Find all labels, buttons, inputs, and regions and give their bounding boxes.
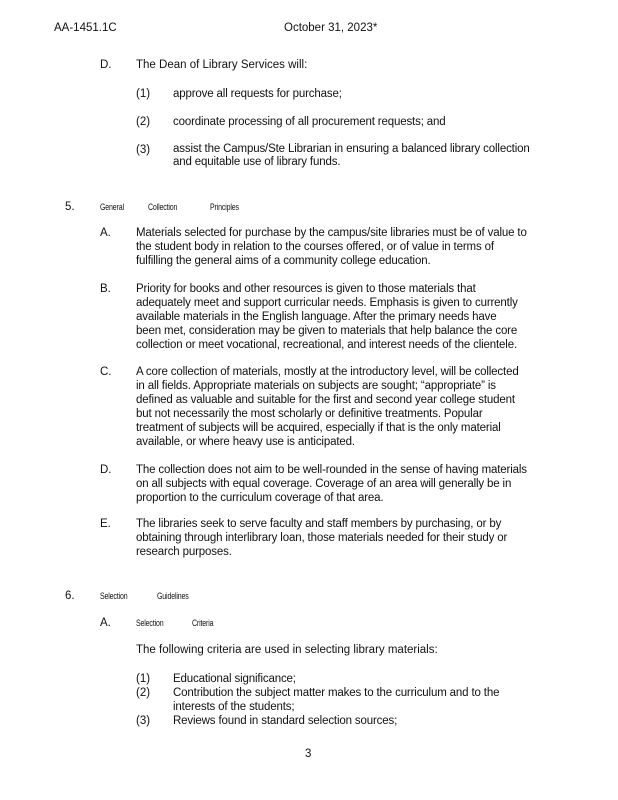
paragraph — [136, 517, 507, 559]
intro-text: The following criteria are used in selecting library materials: — [136, 644, 438, 656]
paragraph-line: been met, consideration may be given to materials that help balance the core — [136, 325, 518, 337]
paragraph — [136, 463, 527, 505]
item-label: C. — [100, 366, 112, 378]
section-number: 5. — [65, 201, 75, 213]
paragraph — [136, 282, 518, 352]
subsection-title-word: Selection — [136, 618, 164, 628]
item-label: B. — [100, 283, 111, 295]
subsection-title-word: Criteria — [192, 618, 214, 628]
list-number: (2) — [136, 687, 151, 699]
paragraph-line: The collection does not aim to be well-rounded in the sense of having materials — [136, 464, 527, 476]
document-id: AA-1451.1C — [54, 22, 117, 34]
list-number: (3) — [136, 144, 151, 156]
list-item — [173, 115, 446, 130]
page-number: 3 — [305, 748, 312, 760]
list-item — [173, 143, 530, 169]
list-number: (1) — [136, 673, 151, 685]
item-label: D. — [100, 464, 112, 476]
section-text: The Dean of Library Services will: — [136, 59, 308, 71]
list-item — [173, 672, 296, 686]
item-label: E. — [100, 518, 111, 530]
paragraph-line: The libraries seek to serve faculty and staff members by purchasing, or by — [136, 518, 502, 530]
list-item-line: Reviews found in standard selection sources; — [173, 715, 398, 727]
paragraph-line: on all subjects with equal coverage. Coverage of an area will generally be in — [136, 478, 512, 490]
paragraph-line: research purposes. — [136, 546, 232, 558]
paragraph-line: fulfilling the general aims of a community college education. — [136, 255, 431, 267]
paragraph-line: Materials selected for purchase by the campus/site libraries must be of value to — [136, 227, 527, 239]
paragraph — [136, 365, 519, 449]
paragraph-line: adequately meet and support curricular needs. Emphasis is given to currently — [136, 297, 518, 309]
paragraph-line: obtaining through interlibrary loan, those materials needed for their study or — [136, 532, 508, 544]
paragraph-line: treatment of subjects will be acquired, especially if that is the only material — [136, 422, 501, 434]
paragraph-line: the student body in relation to the courses offered, or of value in terms of — [136, 241, 494, 253]
section-title-word: Guidelines — [157, 591, 189, 601]
item-label-d: D. — [100, 59, 112, 71]
section-number: 6. — [65, 590, 75, 602]
section-title-word: Collection — [148, 202, 178, 212]
paragraph-line: collection or meet vocational, recreational, and interest needs of the clientele. — [136, 339, 517, 351]
list-item — [173, 87, 342, 102]
paragraph-line: A core collection of materials, mostly at the introductory level, will be collected — [136, 366, 519, 378]
list-item-line: coordinate processing of all procurement requests; and — [173, 116, 446, 128]
list-item — [173, 686, 499, 714]
list-item-line: and equitable use of library funds. — [173, 156, 341, 168]
list-item-line: Educational significance; — [173, 673, 296, 685]
list-item-line: assist the Campus/Ste Librarian in ensuring a balanced library collection — [173, 143, 530, 155]
document-date: October 31, 2023* — [284, 22, 378, 34]
paragraph-line: available, or where heavy use is anticipated. — [136, 436, 355, 448]
item-label: A. — [100, 227, 111, 239]
list-item — [173, 714, 397, 728]
section-title-word: General — [100, 202, 124, 212]
list-item-line: Contribution the subject matter makes to the curriculum and to the — [173, 687, 500, 699]
section-title-word: Selection — [100, 591, 128, 601]
list-item-line: interests of the students; — [173, 701, 295, 713]
paragraph-line: but not necessarily the most scholarly or definitive treatments. Popular — [136, 408, 483, 420]
list-number: (2) — [136, 116, 151, 128]
item-label: A. — [100, 617, 111, 629]
section-title-word: Principles — [210, 202, 239, 212]
paragraph — [136, 226, 527, 268]
paragraph-line: defined as valuable and suitable for the first and second year college student — [136, 394, 515, 406]
paragraph-line: in all fields. Appropriate materials on subjects are sought; “appropriate” is — [136, 380, 496, 392]
list-item-line: approve all requests for purchase; — [173, 88, 342, 100]
paragraph-line: proportion to the curriculum coverage of that area. — [136, 492, 384, 504]
list-number: (3) — [136, 715, 151, 727]
paragraph-line: Priority for books and other resources is given to those materials that — [136, 283, 476, 295]
list-number: (1) — [136, 88, 151, 100]
paragraph-line: available materials in the English language. After the primary needs have — [136, 311, 497, 323]
